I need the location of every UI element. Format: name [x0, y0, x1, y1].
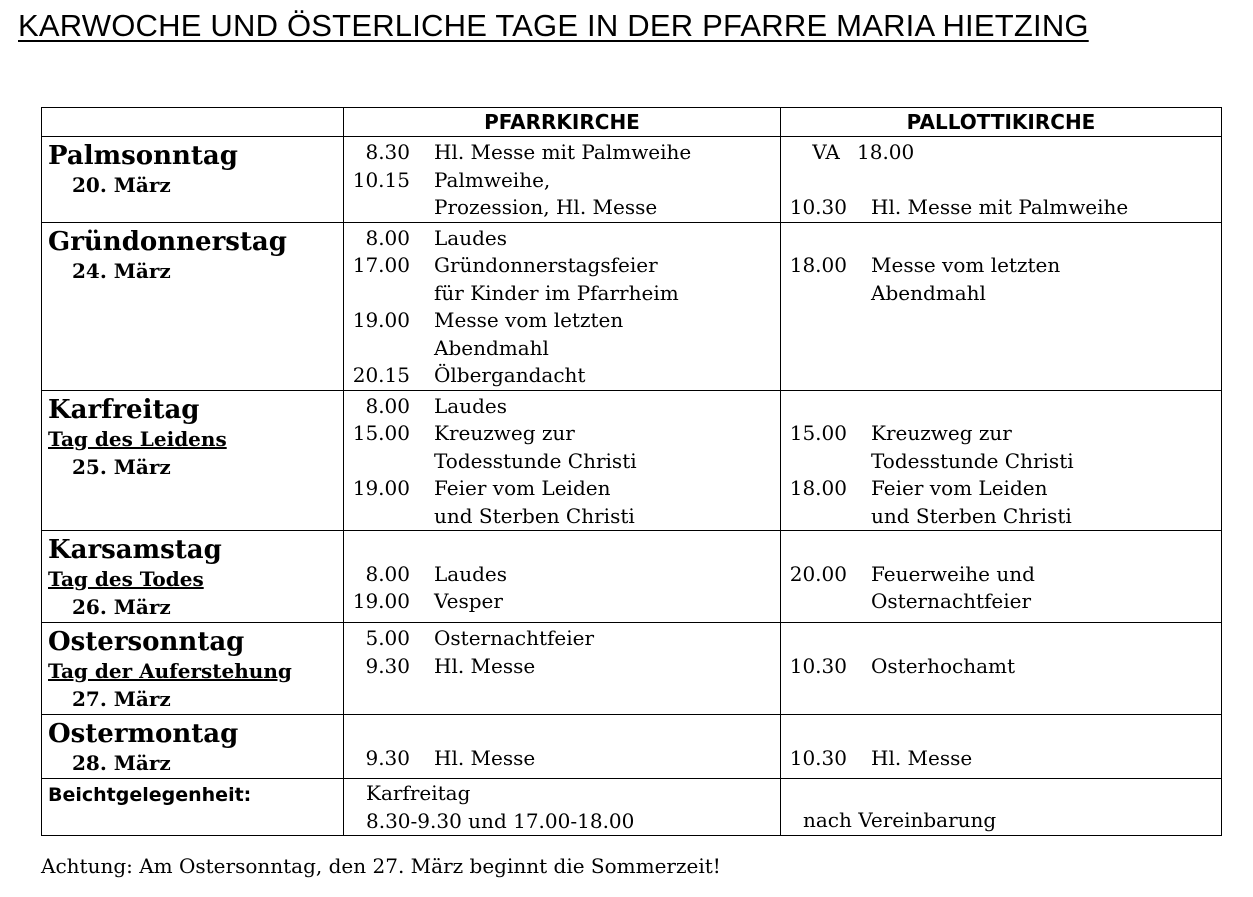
- schedule-time: VA: [812, 140, 840, 164]
- schedule-line: [344, 561, 780, 589]
- schedule-time: [344, 533, 410, 561]
- schedule-time: 19.00: [352, 308, 410, 332]
- pallotti-cell: [781, 390, 1222, 531]
- day-date: 26. März: [72, 595, 171, 619]
- schedule-text: [410, 533, 434, 561]
- schedule-time: 19.00: [352, 589, 410, 613]
- schedule-line: [344, 307, 780, 335]
- schedule-line: [781, 625, 1221, 653]
- pallotti-cell: [781, 623, 1222, 715]
- schedule-text: Vesper: [434, 589, 503, 613]
- day-cell: [42, 715, 344, 779]
- pallotti-cell: [781, 137, 1222, 223]
- schedule-text: 18.00: [857, 140, 915, 164]
- schedule-text: Gründonnerstagsfeier: [434, 253, 658, 277]
- day-name: Gründonnerstag: [48, 226, 287, 257]
- day-date: 25. März: [72, 454, 171, 479]
- schedule-line: [781, 225, 1221, 253]
- schedule-body: [42, 137, 1222, 779]
- beicht-pallotti-cell: [781, 779, 1222, 836]
- schedule-time: [781, 448, 847, 476]
- schedule-text: Kreuzweg zur: [434, 421, 575, 445]
- schedule-text: Ölbergandacht: [434, 363, 586, 387]
- schedule-time: 8.30: [365, 140, 410, 164]
- schedule-line: [344, 393, 780, 421]
- day-row: [42, 222, 1222, 390]
- schedule-text: Kreuzweg zur: [871, 421, 1012, 445]
- schedule-text: Hl. Messe: [434, 653, 536, 678]
- schedule-line: [344, 194, 780, 222]
- schedule-time: 9.30: [365, 745, 410, 770]
- schedule-time: 19.00: [352, 476, 410, 500]
- schedule-line: [781, 252, 1221, 280]
- schedule-line: [781, 167, 1221, 195]
- schedule-text: Feier vom Leiden: [434, 476, 611, 500]
- schedule-line: [344, 167, 780, 195]
- schedule-text: für Kinder im Pfarrheim: [434, 280, 679, 305]
- schedule-line: [781, 717, 1221, 745]
- schedule-line: [344, 448, 780, 476]
- beicht-pfarr-cell: [344, 779, 781, 836]
- table-header-row: [42, 108, 1222, 137]
- schedule-text: Messe vom letzten: [871, 253, 1061, 277]
- schedule-text: Laudes: [434, 561, 507, 586]
- schedule-text: Hl. Messe mit Palmweihe: [434, 140, 692, 164]
- schedule-line: [344, 533, 780, 561]
- schedule-time: 5.00: [365, 626, 410, 650]
- schedule-text: Abendmahl: [434, 335, 549, 360]
- schedule-line: [781, 280, 1221, 308]
- schedule-line: [781, 653, 1221, 681]
- day-date: 28. März: [72, 751, 171, 775]
- schedule-time: [344, 717, 410, 745]
- beicht-pallotti-text: nach Vereinbarung: [803, 808, 997, 832]
- schedule-text: Laudes: [434, 393, 507, 418]
- schedule-time: [781, 588, 847, 616]
- schedule-time: [781, 625, 847, 653]
- schedule-text: [847, 225, 871, 253]
- day-date: 24. März: [72, 258, 171, 283]
- schedule-text: Todesstunde Christi: [871, 448, 1074, 473]
- schedule-line: [344, 280, 780, 308]
- day-row: [42, 137, 1222, 223]
- day-subtitle: Tag der Auferstehung: [48, 659, 292, 683]
- schedule-text: Prozession, Hl. Messe: [434, 195, 658, 219]
- schedule-text: Messe vom letzten: [434, 308, 624, 332]
- schedule-time: 8.00: [365, 225, 410, 250]
- day-row: [42, 715, 1222, 779]
- day-date: 27. März: [72, 687, 171, 711]
- schedule-line: [344, 503, 780, 531]
- pfarr-cell: [344, 137, 781, 223]
- schedule-time: 18.00: [789, 476, 847, 500]
- schedule-text: Osterhochamt: [871, 653, 1016, 678]
- page-title: KARWOCHE UND ÖSTERLICHE TAGE IN DER PFARRE MARIA HIETZING: [18, 8, 1089, 43]
- schedule-line: [781, 503, 1221, 531]
- day-name: Palmsonntag: [48, 141, 238, 171]
- schedule-line: [344, 475, 780, 503]
- pfarr-cell: [344, 531, 781, 623]
- schedule-time: 9.30: [365, 653, 410, 678]
- schedule-line: [781, 393, 1221, 421]
- pallotti-cell: [781, 715, 1222, 779]
- schedule-time: 10.30: [789, 745, 847, 770]
- pfarr-cell: [344, 715, 781, 779]
- schedule-text: [847, 167, 871, 195]
- schedule-line: [781, 475, 1221, 503]
- pallotti-cell: [781, 531, 1222, 623]
- schedule-text: Hl. Messe mit Palmweihe: [871, 195, 1129, 219]
- schedule-time: 8.00: [365, 561, 410, 586]
- beicht-pfarr-line1: Karfreitag: [366, 781, 471, 805]
- header-pallottikirche: PALLOTTIKIRCHE: [781, 108, 1222, 137]
- day-cell: [42, 390, 344, 531]
- day-row: [42, 531, 1222, 623]
- schedule-text: Feier vom Leiden: [871, 476, 1048, 500]
- schedule-line: [344, 745, 780, 773]
- schedule-line: [781, 533, 1221, 561]
- schedule-time: [781, 717, 847, 745]
- schedule-line: [781, 561, 1221, 589]
- schedule-line: [781, 139, 1221, 167]
- schedule-text: und Sterben Christi: [871, 503, 1072, 528]
- day-name: Ostersonntag: [48, 627, 245, 657]
- day-date: 20. März: [72, 173, 171, 197]
- schedule-line: [781, 588, 1221, 616]
- schedule-time: 10.30: [789, 653, 847, 678]
- beicht-label: Beichtgelegenheit:: [48, 784, 252, 806]
- schedule-time: 20.15: [352, 363, 410, 387]
- schedule-line: [344, 139, 780, 167]
- schedule-text: und Sterben Christi: [434, 503, 635, 528]
- schedule-time: [781, 280, 847, 308]
- header-day: [42, 108, 344, 137]
- footer-note: Achtung: Am Ostersonntag, den 27. März beginnt die Sommerzeit!: [41, 854, 721, 878]
- day-row: [42, 623, 1222, 715]
- schedule-time: [781, 533, 847, 561]
- schedule-time: [344, 503, 410, 531]
- day-row: [42, 390, 1222, 531]
- schedule-text: [847, 717, 871, 745]
- schedule-text: Hl. Messe: [434, 745, 536, 770]
- day-name: Karfreitag: [48, 394, 200, 425]
- schedule-line: [344, 225, 780, 253]
- schedule-time: [781, 167, 847, 195]
- day-name: Ostermontag: [48, 719, 239, 749]
- schedule-line: [344, 335, 780, 363]
- schedule-text: Osternachtfeier: [871, 589, 1032, 613]
- pfarr-cell: [344, 390, 781, 531]
- schedule-time: 15.00: [352, 421, 410, 445]
- schedule-time: [344, 335, 410, 363]
- schedule-text: [847, 533, 871, 561]
- schedule-time: 8.00: [365, 393, 410, 418]
- schedule-time: 18.00: [789, 253, 847, 277]
- beicht-label-cell: [42, 779, 344, 836]
- day-cell: [42, 623, 344, 715]
- schedule-time: [781, 393, 847, 421]
- schedule-line: [781, 194, 1221, 222]
- schedule-time: [344, 194, 410, 222]
- schedule-text: [847, 393, 871, 421]
- schedule-time: 20.00: [789, 561, 847, 586]
- schedule-text: Osternachtfeier: [434, 626, 595, 650]
- schedule-table: [41, 107, 1222, 836]
- schedule-text: Feuerweihe und: [871, 561, 1035, 586]
- beicht-pfarr-line2: 8.30-9.30 und 17.00-18.00: [366, 808, 635, 833]
- schedule-time: 10.15: [352, 167, 410, 192]
- schedule-time: 15.00: [789, 421, 847, 445]
- schedule-time: 17.00: [352, 253, 410, 277]
- schedule-text: [410, 717, 434, 745]
- schedule-line: [344, 420, 780, 448]
- header-pfarrkirche: PFARRKIRCHE: [344, 108, 781, 137]
- beicht-row: [42, 779, 1222, 836]
- schedule-line: [344, 717, 780, 745]
- schedule-time: [344, 280, 410, 308]
- schedule-text: Laudes: [434, 225, 507, 250]
- schedule-line: [781, 420, 1221, 448]
- schedule-line: [344, 588, 780, 616]
- schedule-time: [781, 503, 847, 531]
- day-name: Karsamstag: [48, 535, 222, 565]
- schedule-text: Palmweihe,: [434, 167, 551, 192]
- schedule-text: Hl. Messe: [871, 745, 973, 770]
- day-cell: [42, 222, 344, 390]
- schedule-line: [344, 653, 780, 681]
- schedule-time: 10.30: [789, 195, 847, 219]
- pfarr-cell: [344, 222, 781, 390]
- day-cell: [42, 531, 344, 623]
- day-subtitle: Tag des Leidens: [48, 426, 227, 451]
- pfarr-cell: [344, 623, 781, 715]
- schedule-text: Todesstunde Christi: [434, 448, 637, 473]
- day-cell: [42, 137, 344, 223]
- schedule-time: [781, 225, 847, 253]
- schedule-line: [781, 745, 1221, 773]
- schedule-line: [344, 625, 780, 653]
- schedule-line: [781, 448, 1221, 476]
- pallotti-cell: [781, 222, 1222, 390]
- schedule-text: [847, 625, 871, 653]
- schedule-line: [344, 252, 780, 280]
- day-subtitle: Tag des Todes: [48, 567, 204, 591]
- schedule-time: [344, 448, 410, 476]
- schedule-line: [344, 362, 780, 390]
- schedule-text: Abendmahl: [871, 280, 986, 305]
